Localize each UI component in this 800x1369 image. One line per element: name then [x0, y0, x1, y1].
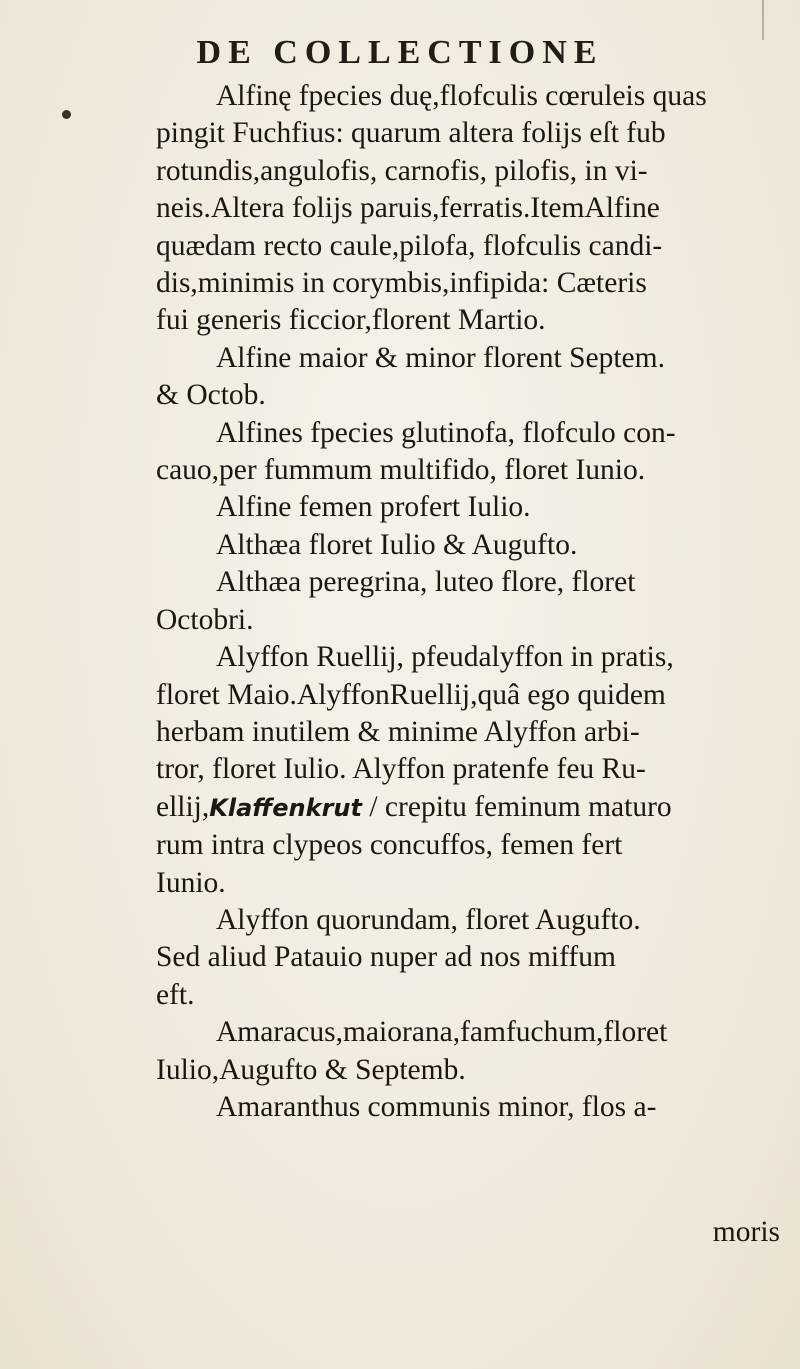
text-line-content: eft.	[156, 978, 195, 1011]
text-line-content: Alfine femen profert Iulio.	[216, 491, 531, 524]
text-line-content: Alyffon quorundam, floret Augufto.	[216, 903, 641, 936]
text-line	[156, 415, 788, 452]
text-line-content: Alfinę fpecies duę,flofculis cœruleis quas	[216, 80, 707, 112]
text-line-content: cauo,per fummum multifido, floret Iunio.	[156, 454, 646, 487]
running-header: DE COLLECTIONE	[196, 34, 604, 71]
text-line-content: Iulio,Augufto & Septemb.	[156, 1053, 466, 1086]
text-line	[156, 153, 788, 190]
text-line-content: neis.Altera folijs paruis,ferratis.ItemAlfine	[156, 192, 660, 225]
text-line	[156, 228, 788, 265]
text-line	[156, 902, 788, 939]
text-line	[156, 789, 788, 827]
text-line	[156, 602, 788, 639]
text-line	[156, 677, 788, 714]
text-line	[156, 489, 788, 526]
text-line	[156, 1014, 788, 1051]
text-line	[156, 452, 788, 489]
text-line	[156, 265, 788, 302]
text-line-content: Iunio.	[156, 866, 226, 899]
text-line-content: dis,minimis in corymbis,infipida: Cæteris	[156, 267, 647, 300]
text-line	[156, 302, 788, 339]
text-line-content: & Octob.	[156, 379, 266, 412]
text-line-content: Sed aliud Patauio nuper ad nos miffum	[156, 941, 616, 974]
text-line	[156, 527, 788, 564]
text-line-content: Amaranthus communis minor, flos a-	[216, 1090, 657, 1123]
text-line	[156, 564, 788, 601]
text-line-content: pingit Fuchfius: quarum altera folijs eſt fub	[156, 117, 666, 150]
text-line	[156, 977, 788, 1014]
catchword: moris	[712, 1216, 780, 1248]
german-blackletter-word: Klaffenkrut	[209, 793, 362, 822]
text-line	[156, 1089, 788, 1126]
text-line-content: Alfine maior & minor florent Septem.	[216, 341, 665, 374]
text-line	[156, 751, 788, 788]
text-line-content: Amaracus,maiorana,famfuchum,floret	[216, 1016, 668, 1049]
text-line-content: Althæa floret Iulio & Augufto.	[216, 528, 578, 561]
text-line-content: quædam recto caule,pilofa, flofculis candi-	[156, 229, 663, 262]
text-line-content: rotundis,angulofis, carnofis, pilofis, in vi-	[156, 154, 648, 187]
text-line	[156, 865, 788, 902]
text-line-content: tror, floret Iulio. Alyffon pratenfe feu Ru-	[156, 753, 646, 786]
text-line-content: herbam inutilem & minime Alyffon arbi-	[156, 715, 640, 748]
text-line	[156, 115, 788, 152]
text-line-content: Alfines fpecies glutinofa, flofculo con-	[216, 416, 676, 449]
text-line-content: Octobri.	[156, 603, 254, 636]
text-line-content: rum intra clypeos concuffos, femen fert	[156, 829, 623, 862]
text-line	[156, 827, 788, 864]
text-line-continuation: / crepitu feminum maturo	[361, 790, 672, 823]
text-line	[156, 340, 788, 377]
text-line	[156, 78, 788, 115]
text-line	[156, 1052, 788, 1089]
text-line	[156, 939, 788, 976]
text-line	[156, 714, 788, 751]
text-line-content: Alyffon Ruellij, pfeudalyffon in pratis,	[216, 641, 674, 674]
text-line	[156, 377, 788, 414]
text-line-content: ellij,	[156, 790, 210, 823]
text-line-content: fui generis ficcior,florent Martio.	[156, 304, 546, 337]
body-text	[156, 78, 788, 1126]
ink-dot	[62, 110, 71, 119]
text-line-content: Althæa peregrina, luteo flore, floret	[216, 566, 636, 599]
text-line-content: floret Maio.AlyffonRuellij,quâ ego quidem	[156, 678, 666, 711]
text-line	[156, 190, 788, 227]
text-line	[156, 639, 788, 676]
